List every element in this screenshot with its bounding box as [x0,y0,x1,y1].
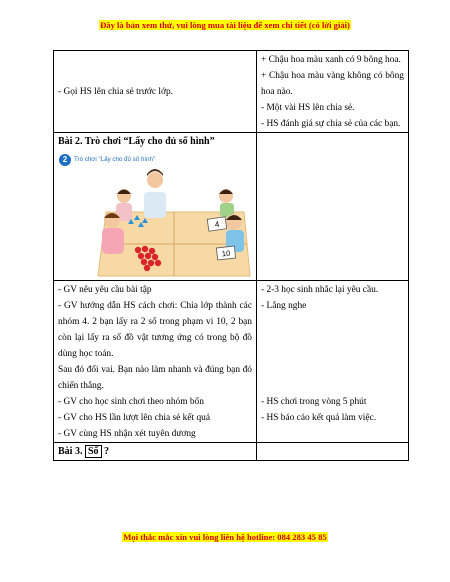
student-cell-empty [257,443,409,461]
student-step: + Chậu hoa màu xanh có 9 bông hoa. [261,55,401,65]
number-card-text: 4 [214,219,220,230]
red-counter-dot [148,260,154,266]
preview-banner [0,20,450,30]
student-step: - HS báo cáo kết quả làm việc. [261,413,377,423]
red-counter-dot [145,253,151,259]
question-mark: ? [104,446,110,457]
red-counter-dot [138,253,144,259]
red-counter-dot [141,259,147,265]
red-counter-dot [144,265,150,271]
red-counter-dot [149,248,155,254]
child-hair [219,190,233,195]
student-cell [257,51,409,133]
child-hair [117,190,131,195]
exercise-number-badge: 2 [59,154,71,166]
student-step: - 2-3 học sinh nhắc lại yêu cầu. [261,285,379,295]
table-row [54,133,409,281]
red-counter-dot [152,254,158,260]
game-illustration [58,152,252,280]
children-playing-picture [58,152,252,280]
student-step: - HS chơi trong vòng 5 phút [261,397,367,407]
teacher-cell [54,51,257,133]
section-cell [54,443,257,461]
red-counter-dot [135,247,141,253]
lesson-table [53,50,409,461]
teacher-step: - GV cùng HS nhận xét tuyên dương [58,429,196,439]
teacher-shirt [144,192,166,218]
table-row [54,281,409,443]
table-row [54,51,409,133]
section-title-bai-3: Bài 3. [58,446,83,457]
child-body [102,228,124,254]
student-step: - Lắng nghe [261,301,307,311]
student-step: - Một vài HS lên chia sẻ. [261,103,355,113]
teacher-step: - GV hướng dẫn HS cách chơi: Chia lớp thành các nhóm 4. 2 bạn lấy ra 2 số trong phạm vi 10, 2 bạn còn lại lấy ra số đồ vật tương ứng có trong bộ đồ dùng học toán. [58,301,252,359]
section-cell [54,133,257,281]
student-step: + Chậu hoa màu vàng không có bông hoa nào. [261,71,404,97]
teacher-step: Sau đó đổi vai. Bạn nào làm nhanh và đúng bạn đó chiến thắng. [58,365,252,391]
table-row [54,443,409,461]
teacher-head [147,172,163,188]
teacher-cell [54,281,257,443]
teacher-step: - GV cho HS lần lượt lên chia sẻ kết quả [58,413,211,423]
hotline-banner-text: Mọi thắc mắc xin vui lòng liên hệ hotline: 084 283 45 85 [123,532,327,542]
red-counter-dot [142,246,148,252]
game-illustration-label: Trò chơi "Lấy cho đủ số hình" [74,156,156,163]
student-cell [257,281,409,443]
number-card-text: 10 [221,248,231,259]
section-title-bai-2: Bài 2. Trò chơi “Lấy cho đủ số hình” [58,136,215,147]
teacher-step: - GV nêu yêu cầu bài tập [58,285,152,295]
student-step: - HS đánh giá sự chia sẻ của các bạn. [261,119,401,129]
spacer [261,314,404,394]
boxed-answer-word: Số [85,445,102,458]
student-cell-empty [257,133,409,281]
hotline-banner [0,532,450,542]
red-counter-dot [155,260,161,266]
teacher-step: - GV cho học sinh chơi theo nhóm bốn [58,397,204,407]
teacher-step: - Gọi HS lên chia sẻ trước lớp. [58,86,173,97]
preview-banner-text: Đây là bản xem thử, vui lòng mua tài liệu để xem chi tiết (có lời giải) [100,20,350,30]
